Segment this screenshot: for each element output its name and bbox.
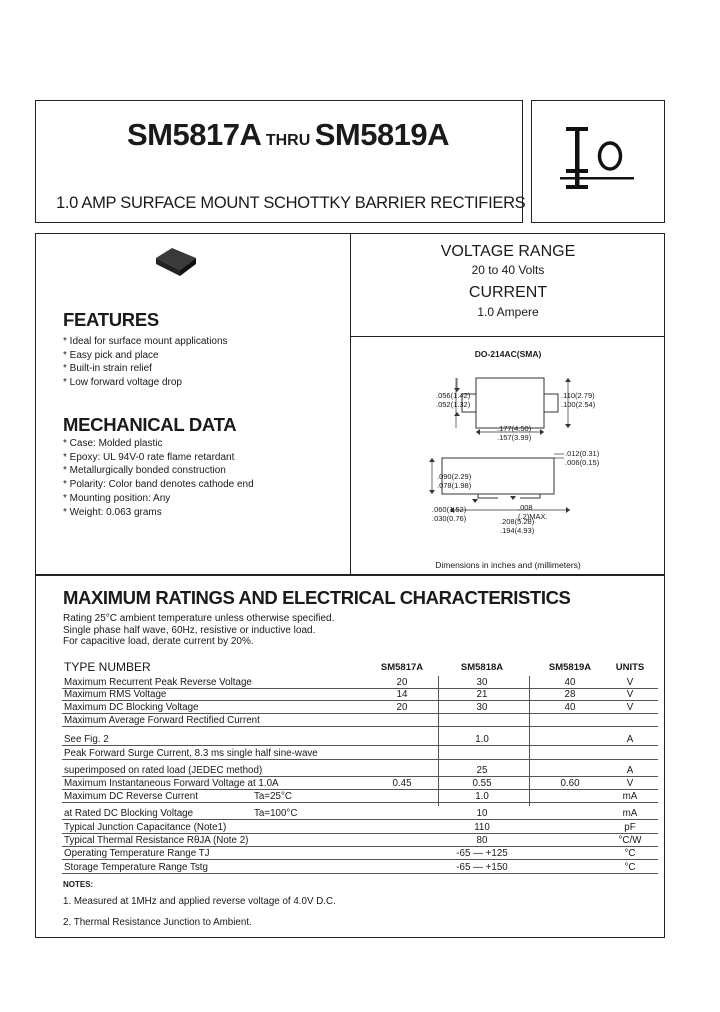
cell-parameter: See Fig. 2 — [64, 734, 109, 745]
part-title — [127, 117, 449, 153]
features-heading: FEATURES — [63, 309, 159, 330]
list-item: * Low forward voltage drop — [63, 377, 182, 389]
table-row — [62, 689, 658, 702]
cell-parameter: Typical Thermal Resistance RθJA (Note 2) — [64, 835, 249, 846]
intro-line: Single phase half wave, 60Hz, resistive or inductive load. — [63, 624, 316, 636]
table-row — [62, 808, 658, 821]
column-header: SM5818A — [460, 662, 504, 673]
mechanical-heading: MECHANICAL DATA — [63, 414, 237, 435]
list-item: * Polarity: Color band denotes cathode end — [63, 479, 254, 491]
list-item: * Epoxy: UL 94V-0 rate flame retardant — [63, 451, 235, 463]
dim-top-bottom — [497, 424, 531, 442]
cell-parameter: Maximum Recurrent Peak Reverse Voltage — [64, 677, 252, 688]
company-logo — [560, 125, 640, 197]
specs-divider — [350, 336, 665, 337]
column-divider — [438, 676, 439, 806]
table-row — [62, 765, 658, 778]
cell-parameter: Maximum DC Blocking Voltage — [64, 702, 199, 713]
dim-value: (.2)MAX. — [518, 512, 548, 521]
ratings-intro — [63, 613, 334, 648]
cell-unit: mA — [622, 808, 638, 819]
list-item: * Ideal for surface mount applications — [63, 336, 228, 347]
cell-sm5818a: 1.0 — [475, 734, 489, 745]
dim-value: .030(0.76) — [432, 514, 467, 523]
cell-sm5818a: 21 — [476, 689, 488, 700]
dim-value: .110(2.79) — [561, 391, 595, 400]
cell-sm5819a: 40 — [564, 702, 576, 713]
table-row — [62, 822, 658, 835]
table-row — [62, 848, 658, 861]
cell-parameter: Maximum Instantaneous Forward Voltage at 1.0A — [64, 778, 279, 789]
diagram-caption: Dimensions in inches and (millimeters) — [435, 560, 581, 570]
dim-value: .078(1.98) — [437, 481, 472, 490]
row-rule — [62, 759, 658, 760]
note-1: 1. Measured at 1MHz and applied reverse voltage of 4.0V D.C. — [63, 896, 336, 907]
cell-parameter: Typical Junction Capacitance (Note1) — [64, 822, 227, 833]
cell-sm5817a: 14 — [396, 689, 408, 700]
table-row — [62, 835, 658, 848]
dim-value: .012(0.31) — [565, 449, 600, 458]
thru-label: THRU — [265, 132, 311, 149]
dim-value: .100(2.54) — [561, 400, 596, 409]
cell-parameter: Maximum RMS Voltage — [64, 689, 167, 700]
intro-line: Rating 25°C ambient temperature unless otherwise specified. — [63, 613, 335, 624]
cell-unit: pF — [624, 822, 636, 833]
note-2: 2. Thermal Resistance Junction to Ambient. — [63, 917, 252, 928]
cell-sm5818a: 30 — [476, 677, 488, 688]
cell-sm5818a: 1.0 — [475, 791, 489, 802]
row-rule — [62, 713, 658, 714]
dim-bottom — [500, 517, 534, 535]
dim-value: .194(4.93) — [500, 526, 535, 535]
dim-value: .008 — [518, 503, 533, 512]
cell-parameter: superimposed on rated load (JEDEC method) — [64, 765, 263, 776]
ratings-table — [62, 658, 658, 878]
table-row — [62, 748, 658, 761]
row-rule — [62, 776, 658, 777]
row-rule — [62, 819, 658, 820]
cell-sm5819a: 40 — [564, 677, 576, 688]
cell-sm5818a: 25 — [476, 765, 488, 776]
dim-value: .208(5.28) — [500, 517, 535, 526]
dim-value: .060(1.52) — [432, 505, 467, 514]
dim-top-right — [561, 391, 595, 409]
column-header: UNITS — [615, 662, 645, 673]
notes-label: NOTES: — [63, 880, 94, 889]
table-row — [62, 715, 658, 728]
cell-parameter: at Rated DC Blocking Voltage — [64, 808, 194, 819]
column-header: SM5819A — [548, 662, 592, 673]
cell-condition: Ta=100°C — [254, 808, 298, 819]
current-label: CURRENT — [468, 284, 548, 301]
dim-top-left — [436, 391, 470, 409]
list-item: * Easy pick and place — [63, 349, 159, 361]
cell-condition: Ta=25°C — [254, 791, 292, 802]
dim-value: .090(2.29) — [437, 472, 472, 481]
cell-unit: V — [626, 689, 634, 700]
cell-parameter: Operating Temperature Range TJ — [64, 848, 210, 859]
row-rule — [62, 846, 658, 847]
cell-sm5817a: 20 — [396, 702, 408, 713]
ratings-heading: MAXIMUM RATINGS AND ELECTRICAL CHARACTERISTICS — [63, 587, 571, 608]
table-row — [62, 734, 658, 747]
list-item: * Case: Molded plastic — [63, 438, 163, 449]
cell-sm5819a: 0.60 — [560, 778, 580, 789]
cell-unit: A — [626, 765, 634, 776]
cell-parameter: Maximum DC Reverse Current — [64, 791, 198, 802]
list-item: * Metallurgically bonded construction — [63, 465, 226, 477]
part-last: SM5819A — [314, 117, 450, 152]
row-rule — [62, 789, 658, 790]
intro-line: For capacitive load, derate current by 20%. — [63, 636, 254, 647]
dim-side-right — [565, 449, 599, 467]
row-rule — [62, 873, 658, 874]
dim-value: .177(4.50) — [497, 424, 532, 433]
cell-parameter: Peak Forward Surge Current, 8.3 ms single half sine-wave — [64, 748, 318, 759]
list-item: * Weight: 0.063 grams — [63, 506, 162, 518]
cell-unit: °C — [624, 848, 636, 859]
cell-sm5818a: -65 — +125 — [456, 848, 508, 859]
row-rule — [62, 726, 658, 727]
cell-sm5817a: 0.45 — [392, 778, 412, 789]
package-image — [152, 244, 200, 280]
features-list — [63, 335, 228, 390]
current-value: 1.0 Ampere — [477, 305, 539, 319]
cell-sm5818a: -65 — +150 — [456, 862, 508, 873]
list-item: * Mounting position: Any — [63, 492, 171, 504]
mechanical-list — [63, 437, 254, 519]
list-item: * Built-in strain relief — [63, 363, 152, 375]
table-row — [62, 778, 658, 791]
cell-sm5818a: 0.55 — [472, 778, 492, 789]
cell-unit: V — [626, 702, 634, 713]
cell-unit: °C/W — [618, 835, 642, 846]
table-header — [62, 660, 658, 673]
cell-sm5818a: 110 — [474, 822, 490, 833]
row-rule — [62, 802, 658, 803]
cell-unit: °C — [624, 862, 636, 873]
dim-side-left — [437, 472, 471, 490]
column-divider — [529, 676, 530, 806]
part-first: SM5817A — [127, 117, 262, 152]
column-header: TYPE NUMBER — [64, 660, 151, 674]
dim-value: .052(1.32) — [436, 400, 471, 409]
dim-foot-left — [432, 505, 466, 523]
package-label: DO-214AC(SMA) — [474, 349, 542, 359]
voltage-range-value: 20 to 40 Volts — [471, 263, 545, 277]
cell-sm5818a: 30 — [476, 702, 488, 713]
cell-unit: mA — [622, 791, 638, 802]
dim-value: .157(3.99) — [497, 433, 532, 442]
table-row — [62, 862, 658, 875]
row-rule — [62, 745, 658, 746]
column-header: SM5817A — [380, 662, 424, 673]
table-row — [62, 791, 658, 804]
cell-sm5818a: 80 — [476, 835, 488, 846]
table-row — [62, 702, 658, 715]
row-rule — [62, 700, 658, 701]
cell-sm5819a: 28 — [564, 689, 576, 700]
dim-value: .056(1.42) — [436, 391, 471, 400]
page-subtitle: 1.0 AMP SURFACE MOUNT SCHOTTKY BARRIER RECTIFIERS — [56, 194, 526, 212]
row-rule — [62, 833, 658, 834]
row-rule — [62, 859, 658, 860]
cell-unit: V — [626, 677, 634, 688]
cell-parameter: Storage Temperature Range Tstg — [64, 862, 208, 873]
cell-unit: V — [626, 778, 634, 789]
voltage-range-label: VOLTAGE RANGE — [440, 243, 576, 260]
cell-unit: A — [626, 734, 634, 745]
dim-value: .006(0.15) — [565, 458, 600, 467]
cell-sm5818a: 10 — [476, 808, 488, 819]
cell-parameter: Maximum Average Forward Rectified Current — [64, 715, 260, 726]
cell-sm5817a: 20 — [396, 677, 408, 688]
